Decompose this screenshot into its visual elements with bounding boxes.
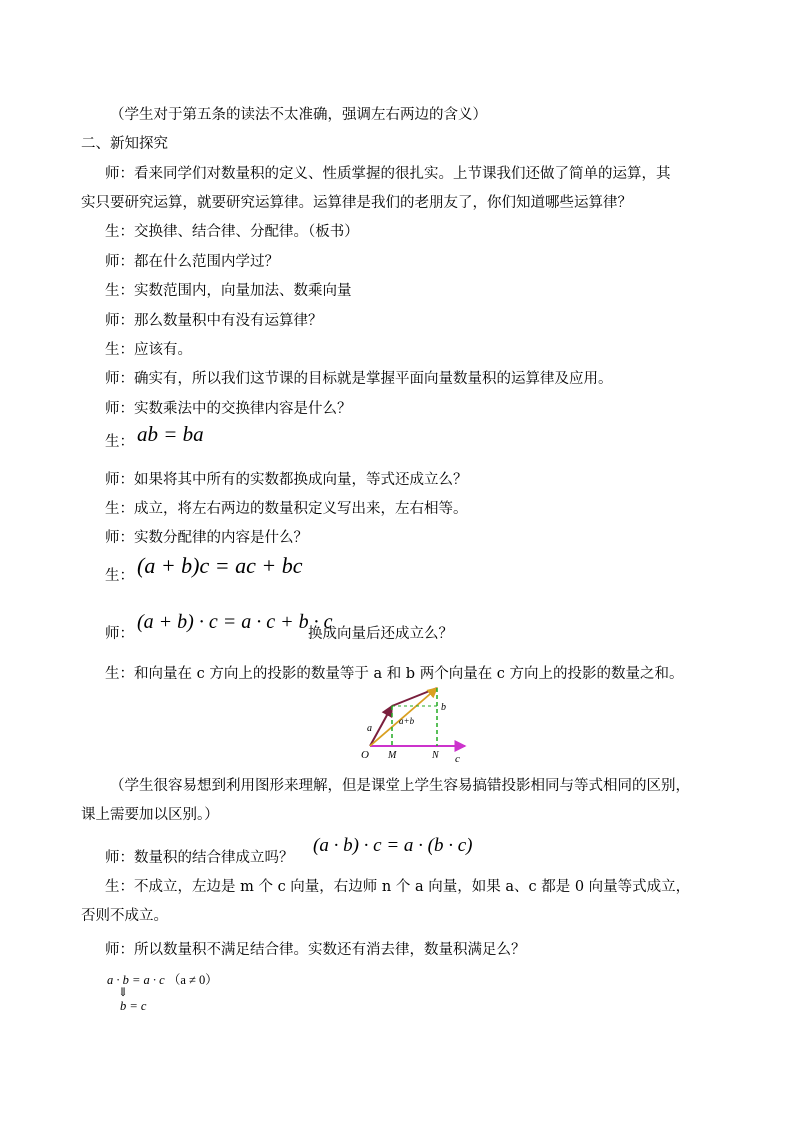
section-heading: 二、新知探究 (81, 136, 168, 152)
commutative-formula: ab = ba (137, 422, 204, 446)
line-student-8: 生：不成立，左边是 m 个 c 向量，右边师 n 个 a 向量，如果 a、c 都是 0 向量等式成立， (105, 879, 691, 895)
line-teacher-3: 师：那么数量积中有没有运算律？ (105, 313, 323, 329)
projection-diagram (355, 680, 475, 762)
speaker-label: 生： (105, 434, 134, 450)
cancel-formula-bottom: b = c (120, 999, 147, 1013)
line-student-6 (105, 566, 134, 586)
label-b: b (441, 702, 446, 713)
line-student-2: 生：实数范围内，向量加法、数乘向量 (105, 283, 352, 299)
line-teacher-5: 师：实数乘法中的交换律内容是什么？ (105, 401, 352, 417)
label-c: c (455, 753, 460, 762)
line-student-8-cont: 否则不成立。 (81, 908, 168, 924)
line-teacher-2: 师：都在什么范围内学过？ (105, 254, 279, 270)
line-note-fifth-rule: （学生对于第五条的读法不太准确，强调左右两边的含义） (110, 107, 487, 123)
b-vector-line (392, 688, 437, 706)
line-teacher-4: 师：确实有，所以我们这节课的目标就是掌握平面向量数量积的运算律及应用。 (105, 371, 613, 387)
label-N: N (432, 750, 439, 761)
implies-arrow-icon: ⇓ (118, 985, 129, 999)
vector-distributive-formula: (a + b) · c = a · c + b · c (137, 611, 333, 633)
label-M: M (388, 750, 397, 761)
line-student-4 (105, 432, 134, 452)
label-a: a (367, 723, 372, 734)
label-O: O (361, 749, 369, 761)
line-teacher-6: 师：如果将其中所有的实数都换成向量，等式还成立么？ (105, 472, 468, 488)
line-note-projection: （学生很容易想到利用图形来理解，但是课堂上学生容易搞错投影相同与等式相同的区别， (110, 778, 690, 794)
line-teacher-7: 师：实数分配律的内容是什么？ (105, 530, 308, 546)
a-vector-line (370, 706, 392, 746)
associative-formula: (a · b) · c = a · (b · c) (313, 835, 473, 856)
line-student-5: 生：成立，将左右两边的数量积定义写出来，左右相等。 (105, 501, 468, 517)
line-teacher-8-suffix: 换成向量后还成立么？ (308, 626, 453, 642)
cancel-formula-expr: a · b = a · c (107, 973, 165, 987)
line-teacher-1: 师：看来同学们对数量积的定义、性质掌握的很扎实。上节课我们还做了简单的运算，其 (105, 166, 671, 182)
distributive-formula: (a + b)c = ac + bc (137, 553, 303, 578)
line-student-1: 生：交换律、结合律、分配律。（板书） (105, 224, 359, 240)
line-teacher-10: 师：所以数量积不满足结合律。实数还有消去律，数量积满足么？ (105, 942, 526, 958)
line-student-7: 生：和向量在 c 方向上的投影的数量等于 a 和 b 两个向量在 c 方向上的投影的数量之和。 (105, 666, 684, 682)
line-teacher-1-cont: 实只要研究运算，就要研究运算律。运算律是我们的老朋友了，你们知道哪些运算律？ (81, 195, 632, 211)
line-student-3: 生：应该有。 (105, 342, 192, 358)
line-teacher-9: 师：数量积的结合律成立吗？ (105, 850, 294, 866)
line-teacher-8-prefix: 师： (105, 626, 134, 642)
label-sum: a+b (399, 716, 415, 726)
line-note-projection-cont: 课上需要加以区别。） (81, 807, 219, 823)
speaker-label: 生： (105, 568, 134, 584)
cancel-formula-condition: （a ≠ 0） (167, 973, 218, 987)
